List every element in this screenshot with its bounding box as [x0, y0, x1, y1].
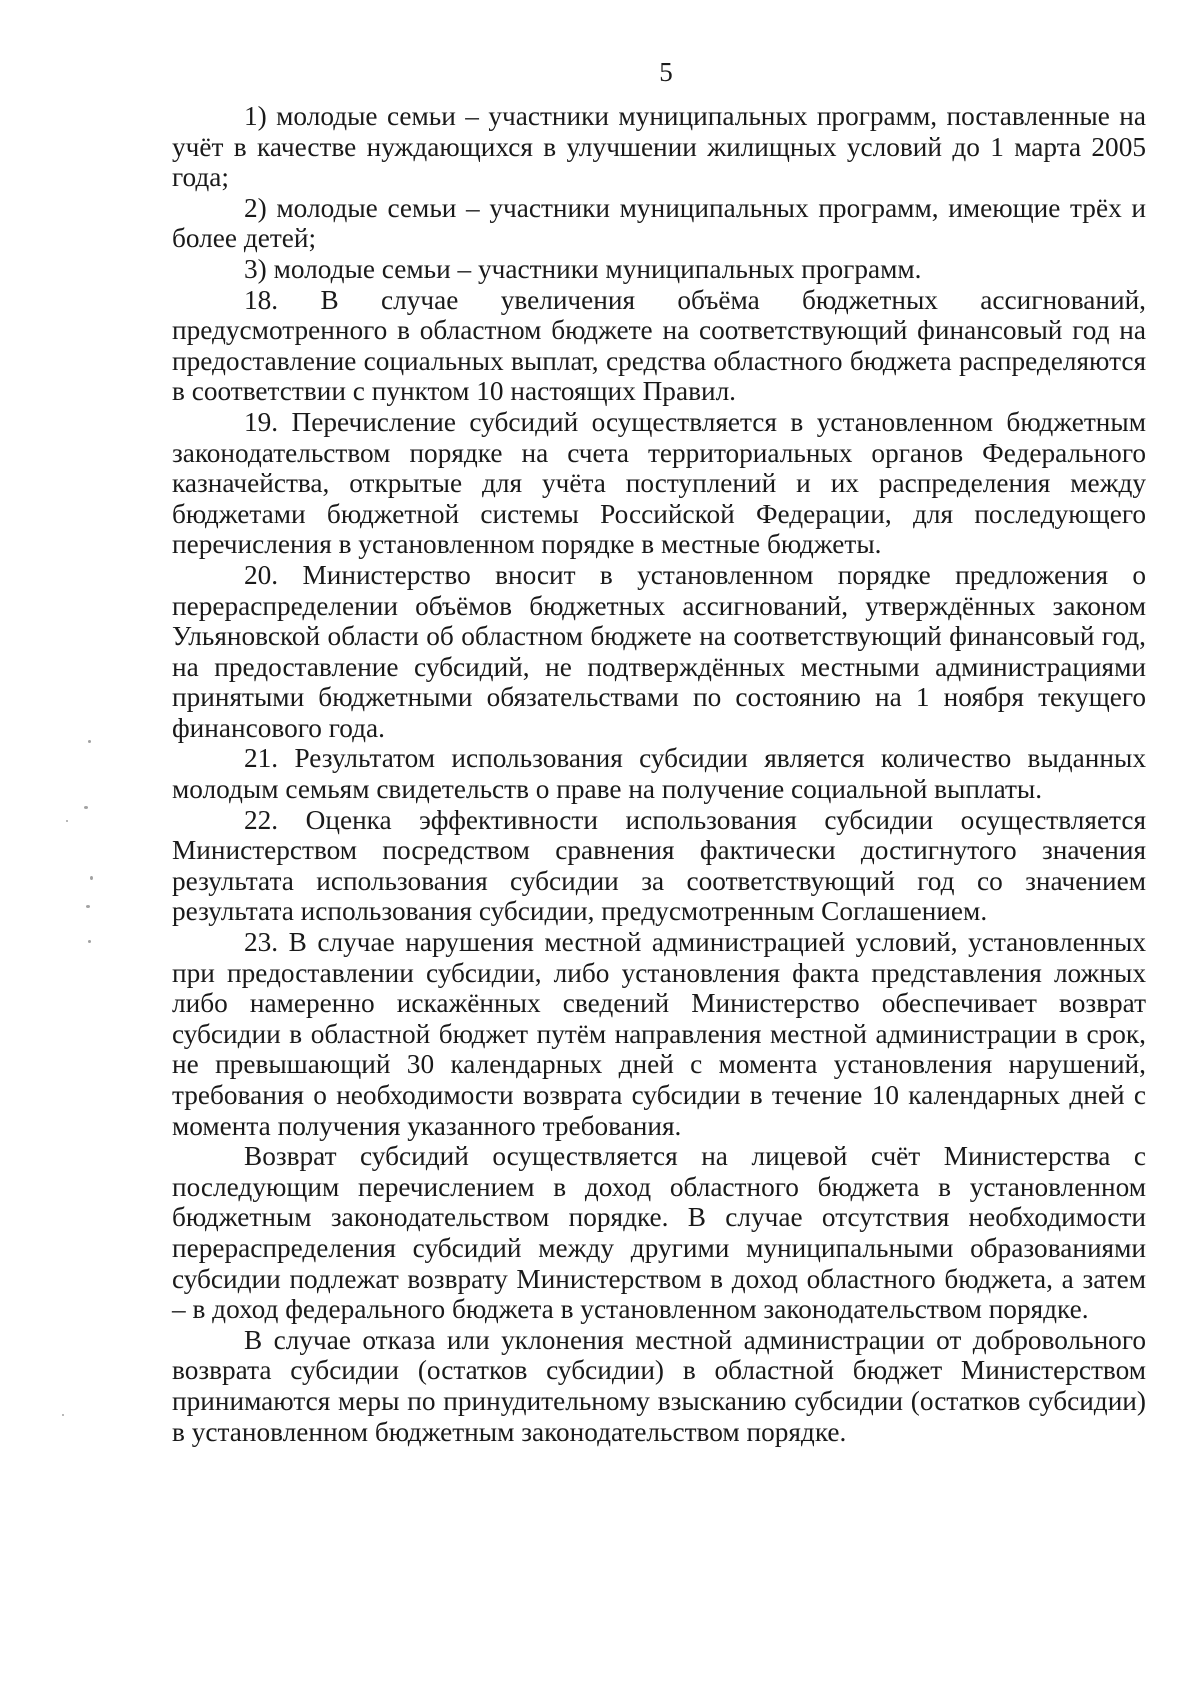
- paragraph-20: 20. Министерство вносит в установленном порядке предложения о перераспределении объёмов бюджетных ассигнований, утверждённых законом Ульяновской области об областном бюджете на соответствующий финансовый год, на предоставление субсидий, не подтверждённых местными администрациями принятыми бюджетными обязательствами по состоянию на 1 ноября текущего финансового года.: [172, 559, 1146, 743]
- paragraph-item-1: 1) молодые семьи – участники муниципальных программ, поставленные на учёт в качестве нуждающихся в улучшении жилищных условий до 1 марта 2005 года;: [172, 101, 1146, 193]
- paragraph-22: 22. Оценка эффективности использования субсидии осуществляется Министерством посредством сравнения фактически достигнутого значения результата использования субсидии за соответствующий год со значением результата использования субсидии, предусмотренным Соглашением.: [172, 804, 1146, 927]
- scan-speck: [86, 905, 90, 908]
- scan-speck: [66, 820, 68, 822]
- scan-speck: [88, 940, 91, 943]
- paragraph-enforcement: В случае отказа или уклонения местной администрации от добровольного возврата субсидии (остатков субсидии) в областной бюджет Министерством принимаются меры по принудительному взысканию субсидии (остатков субсидии) в установленном бюджетным законодательством порядке.: [172, 1324, 1146, 1447]
- scan-speck: [62, 1414, 64, 1416]
- paragraph-23: 23. В случае нарушения местной администрацией условий, установленных при предоставлении субсидии, либо установления факта представления ложных либо намеренно искажённых сведений Министерство обеспечивает возврат субсидии в областной бюджет путём направления местной администрации в срок, не превышающий 30 календарных дней с момента установления нарушений, требования о необходимости возврата субсидии в течение 10 календарных дней с момента получения указанного требования.: [172, 927, 1146, 1141]
- paragraph-refund: Возврат субсидий осуществляется на лицевой счёт Министерства с последующим перечислением в доход областного бюджета в установленном бюджетным законодательством порядке. В случае отсутствия необходимости перераспределения субсидий между другими муниципальными образованиями субсидии подлежат возврату Министерством в доход областного бюджета, а затем – в доход федерального бюджета в установленном законодательством порядке.: [172, 1141, 1146, 1325]
- paragraph-19: 19. Перечисление субсидий осуществляется в установленном бюджетным законодательством порядке на счета территориальных органов Федерального казначейства, открытые для учёта поступлений и их распределения между бюджетами бюджетной системы Российской Федерации, для последующего перечисления в установленном порядке в местные бюджеты.: [172, 406, 1146, 560]
- document-body: [172, 101, 1146, 1447]
- paragraph-item-2: 2) молодые семьи – участники муниципальных программ, имеющие трёх и более детей;: [172, 192, 1146, 254]
- paragraph-18: 18. В случае увеличения объёма бюджетных ассигнований, предусмотренного в областном бюджете на соответствующий финансовый год на предоставление социальных выплат, средства областного бюджета распределяются в соответствии с пунктом 10 настоящих Правил.: [172, 284, 1146, 407]
- scan-speck: [90, 876, 93, 880]
- paragraph-21: 21. Результатом использования субсидии является количество выданных молодым семьям свидетельств о праве на получение социальной выплаты.: [172, 743, 1146, 805]
- paragraph-item-3: 3) молодые семьи – участники муниципальных программ.: [244, 253, 922, 284]
- scan-speck: [88, 740, 91, 743]
- scan-speck: [84, 806, 88, 809]
- page-number: 5: [659, 57, 673, 87]
